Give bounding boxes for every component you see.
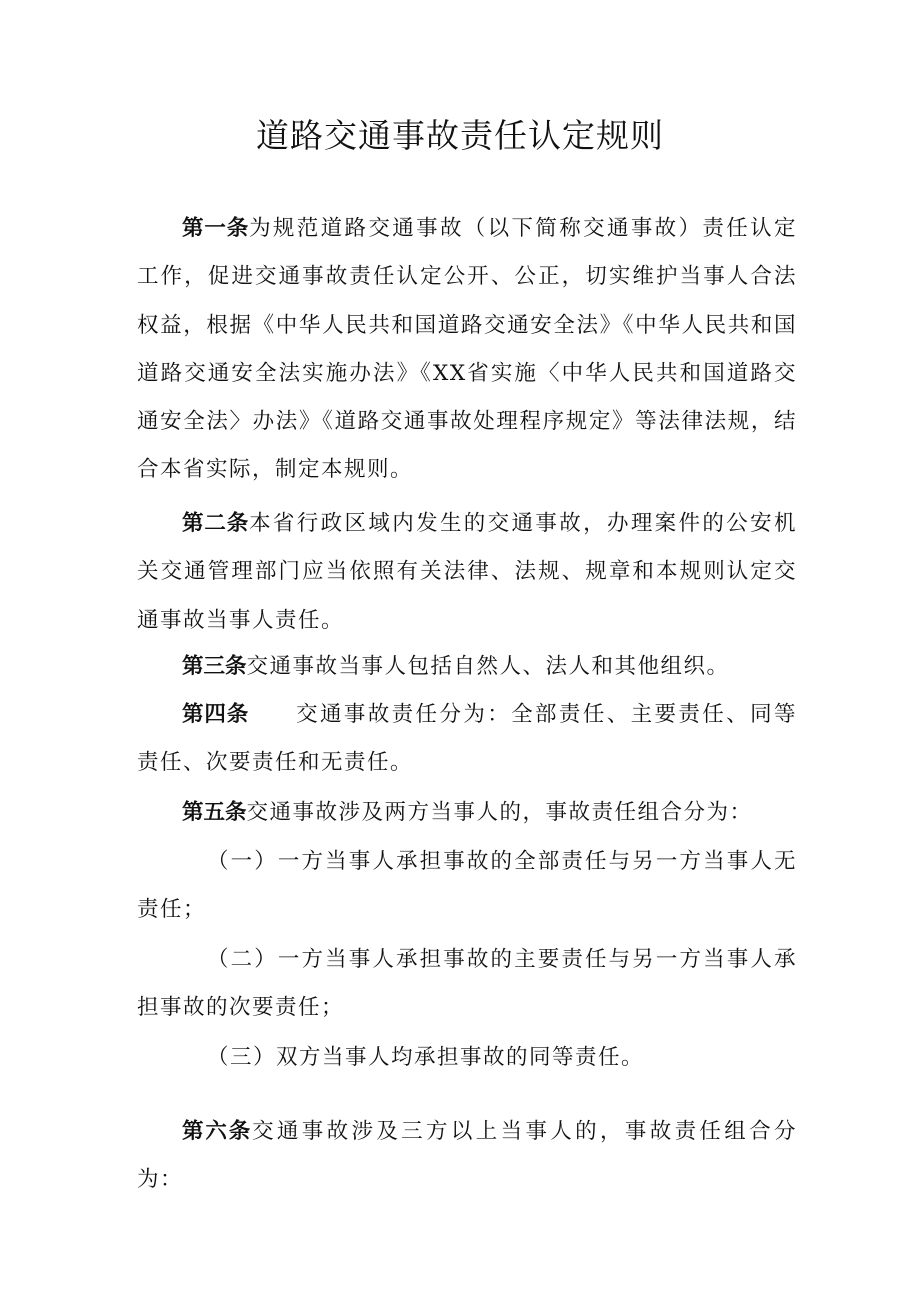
article-text: 交通事故涉及两方当事人的，事故责任组合分为： <box>246 800 753 825</box>
article-label: 第三条 <box>182 654 247 679</box>
article-4 <box>137 691 797 788</box>
article-label: 第六条 <box>182 1119 253 1144</box>
article-text: 为规范道路交通事故（以下简称交通事故）责任认定工作，促进交通事故责任认定公开、公正，切实维护当事人合法权益，根据《中华人民共和国道路交通安全法》《中华人民共和国道路交通安全法实施办法》《XX省实施〈中华人民共和国道路交通安全法〉办法》《道路交通事故处理程序规定》等法律法规，结合本省实际，制定本规则。 <box>137 216 797 483</box>
article-5-item-3: （三）双方当事人均承担事故的同等责任。 <box>207 1045 645 1070</box>
article-label: 第四条 <box>182 702 250 727</box>
article-5-item-1: （一）一方当事人承担事故的全部责任与另一方当事人无责任； <box>137 849 797 923</box>
article-1 <box>137 205 797 495</box>
article-text: 交通事故责任分为：全部责任、主要责任、同等责任、次要责任和无责任。 <box>137 702 797 776</box>
article-text: 交通事故当事人包括自然人、法人和其他组织。 <box>246 654 730 679</box>
article-text: 本省行政区域内发生的交通事故，办理案件的公安机关交通管理部门应当依照有关法律、法规、规章和本规则认定交通事故当事人责任。 <box>137 511 797 633</box>
article-label: 第一条 <box>182 216 250 241</box>
article-5 <box>137 789 797 837</box>
document-title: 道路交通事故责任认定规则 <box>256 116 664 155</box>
article-3 <box>137 643 797 691</box>
article-6 <box>137 1108 797 1205</box>
article-2 <box>137 500 797 645</box>
article-text: 交通事故涉及三方以上当事人的，事故责任组合分为： <box>137 1119 797 1193</box>
article-label: 第五条 <box>182 800 247 825</box>
article-label: 第二条 <box>182 511 250 536</box>
article-5-item-2: （二）一方当事人承担事故的主要责任与另一方当事人承担事故的次要责任； <box>137 947 797 1021</box>
